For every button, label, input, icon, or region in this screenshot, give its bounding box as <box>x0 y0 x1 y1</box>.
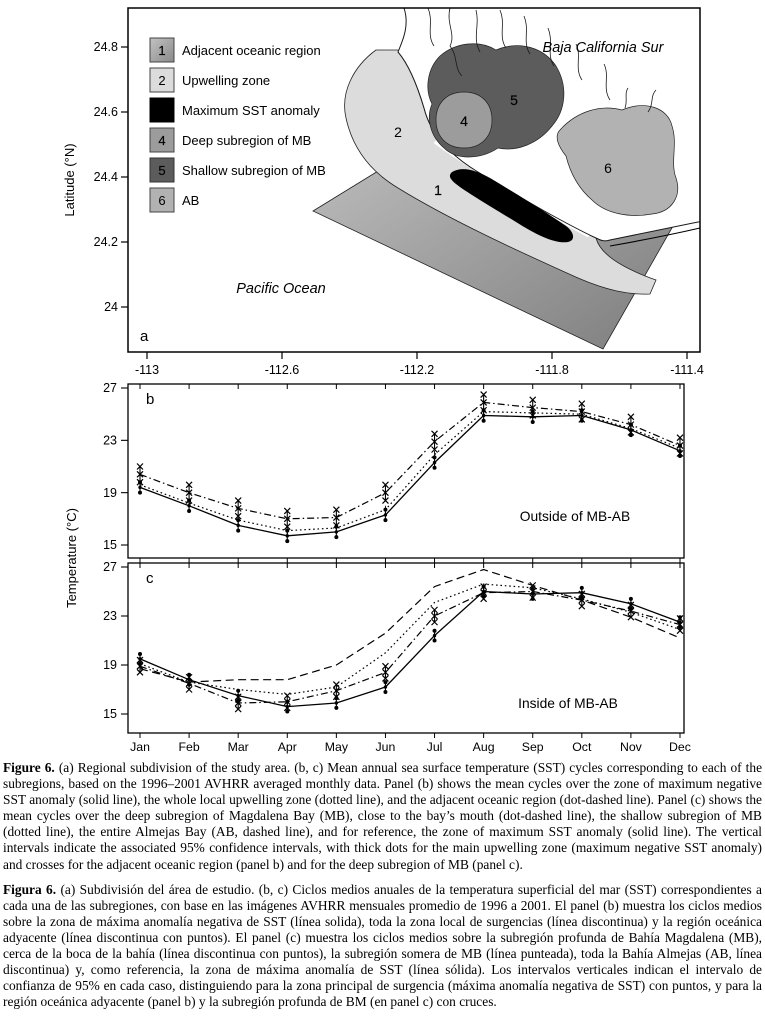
lon-tick: -112.6 <box>264 363 300 377</box>
map-number-1: 1 <box>434 182 442 198</box>
ci-end-dot <box>433 639 437 643</box>
lat-tick: 24.2 <box>93 235 118 249</box>
data-point-dot <box>384 685 387 688</box>
caption-english <box>3 760 762 873</box>
legend-label: Maximum SST anomaly <box>182 103 320 118</box>
data-point-dot <box>433 461 436 464</box>
month-label: Sep <box>521 740 544 754</box>
place-label-pacific-ocean: Pacific Ocean <box>236 281 326 297</box>
ci-end-dot <box>580 596 584 600</box>
figure-captions <box>0 758 765 1010</box>
ci-end-dot <box>482 419 486 423</box>
caption-es-text: (a) Subdivisión del área de estudio. (b, c) Ciclos medios anuales de la temperatura superficial del mar (SST) correspondientes a cada una de las subregiones, con base en las imágenes AVHRR mensuales promedio de 1996 a 2001. El panel (b) muestra los ciclos medios sobre la zona de máxima anomalía negativa de SST (línea solida), toda la zona local de surgencias (línea discontinua) y la región oceánica adyacente (línea discontinua con puntos). El panel (c) muestra los ciclos medios sobre la subregión profunda de Bahía Magdalena (MB), cerca de la boca de la bahía (línea discontinua con puntos), la subregión somera de MB (línea punteada), toda la Bahía Almejas (AB, línea discontinua) y, como referencia, la zona de máxima anomalía de SST (línea sólida). Los intervalos verticales indican el intervalo de confianza de 95% en cada caso, distinguiendo para la zona principal de surgencia (máxima anomalía negativa de SST) con puntos, y para la región oceánica adyacente (panel b) y la subregión profunda de BM (en panel c) con cruces. <box>3 881 762 1010</box>
ci-end-dot <box>138 652 142 656</box>
map-y-ticks <box>121 47 128 307</box>
data-point-dot <box>187 678 190 681</box>
lat-tick: 24 <box>104 300 118 314</box>
month-label: Jun <box>375 740 396 754</box>
ci-end-dot <box>678 615 682 619</box>
ci-end-dot <box>531 597 535 601</box>
panel-letter-label: c <box>146 570 154 587</box>
data-point-dot <box>580 591 583 594</box>
y-tick-label: 23 <box>103 609 117 624</box>
data-point-dot <box>482 590 485 593</box>
ci-end-dot <box>138 491 142 495</box>
map-number-2: 2 <box>394 124 402 140</box>
map-x-ticks <box>147 352 687 359</box>
y-tick-label: 23 <box>103 433 117 448</box>
ci-end-dot <box>383 690 387 694</box>
lat-tick: 24.6 <box>93 105 118 119</box>
ci-end-dot <box>383 518 387 522</box>
ci-end-dot <box>629 597 633 601</box>
map-number-5: 5 <box>510 92 518 108</box>
lon-tick: -112.2 <box>399 363 435 377</box>
ci-end-dot <box>580 586 584 590</box>
legend-number: 6 <box>158 193 166 208</box>
ci-end-dot <box>236 529 240 533</box>
month-label: Apr <box>277 740 297 754</box>
lon-tick: -111.8 <box>535 363 569 377</box>
legend-label: Adjacent oceanic region <box>182 43 321 58</box>
month-label: Oct <box>572 740 592 754</box>
map-y-axis-label: Latitude (°N) <box>62 143 77 217</box>
ci-end-dot <box>285 700 289 704</box>
ci-end-dot <box>187 673 191 677</box>
month-label: Nov <box>619 740 642 754</box>
data-point-dot <box>678 620 681 623</box>
legend-label: Deep subregion of MB <box>182 133 312 148</box>
panel-annotation: Outside of MB-AB <box>519 509 631 524</box>
data-point-dot <box>433 634 436 637</box>
ci-end-dot <box>482 585 486 589</box>
caption-spanish <box>3 882 762 1011</box>
map-y-tick-labels <box>94 40 118 314</box>
ci-end-dot <box>629 607 633 611</box>
panel-annotation: Inside of MB-AB <box>518 696 618 711</box>
lon-tick: -113 <box>134 363 160 377</box>
legend-number: 4 <box>158 133 166 148</box>
y-tick-label: 27 <box>103 381 117 396</box>
ci-end-dot <box>433 466 437 470</box>
month-label: Aug <box>472 740 495 754</box>
month-label: Mar <box>227 740 249 754</box>
ci-end-dot <box>285 710 289 714</box>
month-label: Dec <box>669 740 691 754</box>
map-number-4: 4 <box>460 113 468 129</box>
ci-end-dot <box>482 594 486 598</box>
ci-end-dot <box>334 696 338 700</box>
month-label: Jul <box>426 740 443 754</box>
y-tick-label: 19 <box>103 485 117 500</box>
data-point-dot <box>286 705 289 708</box>
panel-b-chart <box>103 381 684 563</box>
caption-en-label: Figure 6. <box>3 760 55 775</box>
legend-item-3 <box>150 98 320 122</box>
map-x-tick-labels <box>135 363 704 377</box>
month-label: May <box>324 740 348 754</box>
ci-end-dot <box>236 699 240 703</box>
series-line-solid <box>140 592 680 707</box>
panel-letter-label: b <box>146 391 155 408</box>
ci-end-dot <box>383 680 387 684</box>
chart-frame <box>128 384 684 558</box>
map-number-6: 6 <box>604 160 612 176</box>
legend-label: AB <box>182 193 200 208</box>
month-label: Feb <box>178 740 200 754</box>
series-line-dotted <box>140 584 680 694</box>
ci-end-dot <box>236 689 240 693</box>
legend-item-5 <box>150 158 326 182</box>
legend-number: 5 <box>158 163 166 178</box>
map-legend <box>150 38 326 212</box>
legend-item-1 <box>150 38 321 62</box>
caption-es-label: Figura 6. <box>3 881 57 897</box>
data-point-dot <box>629 602 632 605</box>
ci-end-dot <box>334 535 338 539</box>
y-tick-label: 27 <box>103 560 117 575</box>
map-number-3: 3 <box>528 204 536 220</box>
place-label-baja-california-sur: Baja California Sur <box>542 40 664 56</box>
lat-tick: 24.8 <box>93 40 118 54</box>
data-point-dot <box>286 534 289 537</box>
legend-item-2 <box>150 68 270 92</box>
panel-c-chart <box>103 560 691 754</box>
y-tick-label: 15 <box>103 538 117 553</box>
ci-end-dot <box>334 706 338 710</box>
charts-y-axis-label: Temperature (°C) <box>64 508 79 608</box>
legend-item-4 <box>150 128 311 152</box>
lat-tick: 24.4 <box>93 170 118 184</box>
ci-end-dot <box>285 539 289 543</box>
lon-tick: -111.4 <box>670 363 704 377</box>
ci-end-dot <box>138 662 142 666</box>
series-line-dashed <box>140 570 680 683</box>
y-tick-label: 15 <box>103 707 117 722</box>
panel-a-map <box>62 8 704 377</box>
month-label: Jan <box>130 740 150 754</box>
ci-end-dot <box>187 683 191 687</box>
legend-item-6 <box>150 188 199 212</box>
y-tick-label: 19 <box>103 658 117 673</box>
ci-end-dot <box>678 625 682 629</box>
data-point-dot <box>384 513 387 516</box>
data-point-dot <box>531 592 534 595</box>
panel-a-label: a <box>140 328 149 345</box>
ci-end-dot <box>531 587 535 591</box>
legend-label: Upwelling zone <box>182 73 271 88</box>
series-line-dashdot <box>140 592 680 704</box>
legend-label: Shallow subregion of MB <box>182 163 326 178</box>
caption-en-text: (a) Regional subdivision of the study area. (b, c) Mean annual sea surface temperature (SST) cycles corresponding to each of the subregions, based on the 1996–2001 AVHRR averaged monthly data. Panel (b) shows the mean cycles over the zone of maximum negative SST anomaly (solid line), the whole local upwelling zone (dotted line), and the adjacent oceanic region (dot-dashed line). Panel (c) shows the mean cycles over the deep subregion of Magdalena Bay (MB), close to the bay’s mouth (dot-dashed line), the shallow subregion of MB (dotted line), the entire Almejas Bay (AB, dashed line), and for reference, the zone of maximum SST anomaly (solid line). The vertical intervals indicate the associated 95% confidence intervals, with thick dots for the main upwelling zone (maximum negative SST anomaly) and crosses for the adjacent oceanic region (panel b) and for the deep subregion of MB (panel c). <box>3 760 763 872</box>
ci-end-dot <box>187 509 191 513</box>
ci-end-dot <box>433 629 437 633</box>
legend-number: 2 <box>158 73 166 88</box>
data-point-dot <box>335 701 338 704</box>
ci-end-dot <box>531 420 535 424</box>
data-point-dot <box>138 657 141 660</box>
legend-number: 3 <box>158 103 166 118</box>
legend-number: 1 <box>158 43 166 58</box>
data-point-dot <box>236 524 239 527</box>
data-point-dot <box>236 694 239 697</box>
